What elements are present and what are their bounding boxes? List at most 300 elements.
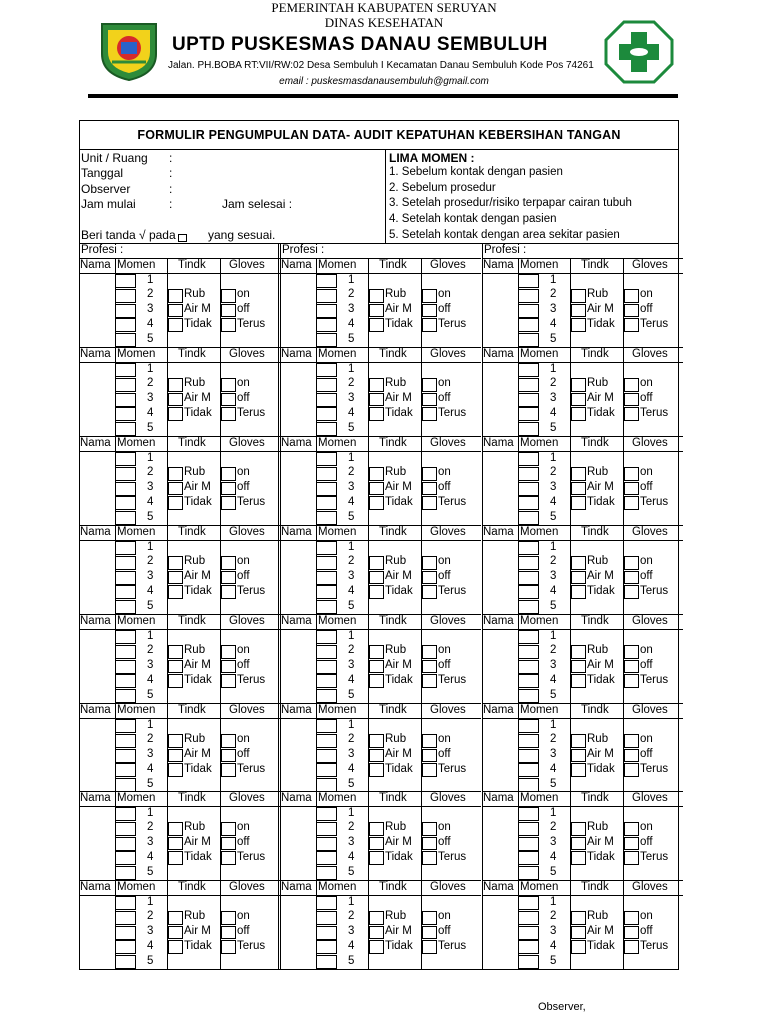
momen-checkbox[interactable]: [316, 630, 337, 644]
gloves-checkbox[interactable]: [624, 940, 639, 954]
gloves-checkbox[interactable]: [422, 749, 437, 763]
gloves-option: off: [640, 925, 653, 938]
tindakan-checkbox[interactable]: [571, 393, 586, 407]
tindakan-checkbox[interactable]: [168, 851, 183, 865]
tindakan-option: Rub: [385, 288, 407, 301]
tindakan-checkbox[interactable]: [369, 763, 384, 777]
gloves-checkbox[interactable]: [221, 304, 236, 318]
tindakan-checkbox[interactable]: [369, 585, 384, 599]
tindakan-checkbox[interactable]: [571, 749, 586, 763]
gloves-checkbox[interactable]: [624, 645, 639, 659]
momen-checkbox[interactable]: [115, 719, 136, 733]
momen-checkbox[interactable]: [115, 304, 136, 318]
momen-checkbox[interactable]: [518, 851, 539, 865]
momen-checkbox[interactable]: [115, 645, 136, 659]
momen-checkbox[interactable]: [518, 719, 539, 733]
tindakan-checkbox[interactable]: [369, 467, 384, 481]
momen-checkbox[interactable]: [115, 378, 136, 392]
momen-checkbox[interactable]: [316, 274, 337, 288]
tindakan-checkbox[interactable]: [369, 378, 384, 392]
gloves-checkbox[interactable]: [422, 407, 437, 421]
momen-checkbox[interactable]: [115, 822, 136, 836]
momen-checkbox[interactable]: [115, 363, 136, 377]
tindakan-checkbox[interactable]: [571, 378, 586, 392]
gloves-checkbox[interactable]: [422, 318, 437, 332]
momen-checkbox[interactable]: [316, 851, 337, 865]
gloves-option: on: [237, 555, 250, 568]
momen-checkbox[interactable]: [115, 674, 136, 688]
momen-checkbox[interactable]: [115, 837, 136, 851]
gloves-checkbox[interactable]: [422, 851, 437, 865]
gloves-checkbox[interactable]: [422, 911, 437, 925]
momen-number: 2: [147, 910, 154, 923]
tindakan-checkbox[interactable]: [369, 674, 384, 688]
tindakan-checkbox[interactable]: [168, 837, 183, 851]
momen-checkbox[interactable]: [518, 866, 539, 880]
tindakan-checkbox[interactable]: [571, 926, 586, 940]
momen-checkbox[interactable]: [316, 807, 337, 821]
momen-checkbox[interactable]: [115, 422, 136, 436]
gloves-checkbox[interactable]: [221, 318, 236, 332]
momen-checkbox[interactable]: [316, 763, 337, 777]
tindakan-checkbox[interactable]: [571, 822, 586, 836]
tindakan-checkbox[interactable]: [168, 496, 183, 510]
momen-checkbox[interactable]: [115, 511, 136, 525]
momen-checkbox[interactable]: [115, 496, 136, 510]
momen-number: 1: [147, 629, 154, 642]
momen-checkbox[interactable]: [316, 749, 337, 763]
momen-checkbox[interactable]: [518, 689, 539, 703]
gloves-option: Terus: [438, 762, 467, 775]
gloves-checkbox[interactable]: [221, 763, 236, 777]
momen-checkbox[interactable]: [518, 393, 539, 407]
momen-number: 2: [147, 466, 154, 479]
tindakan-checkbox[interactable]: [168, 467, 183, 481]
momen-checkbox[interactable]: [115, 911, 136, 925]
momen-checkbox[interactable]: [316, 866, 337, 880]
observer-label: Observer: [81, 182, 131, 196]
tindakan-checkbox[interactable]: [369, 496, 384, 510]
gloves-checkbox[interactable]: [624, 467, 639, 481]
gloves-checkbox[interactable]: [422, 822, 437, 836]
gloves-checkbox[interactable]: [624, 304, 639, 318]
momen-checkbox[interactable]: [316, 363, 337, 377]
momen-checkbox[interactable]: [316, 955, 337, 969]
gloves-option: Terus: [640, 673, 669, 686]
tindakan-checkbox[interactable]: [168, 674, 183, 688]
gloves-option: Terus: [640, 495, 669, 508]
momen-checkbox[interactable]: [316, 571, 337, 585]
gloves-checkbox[interactable]: [624, 571, 639, 585]
column-header-tindk: Tindk: [178, 437, 206, 449]
momen-checkbox[interactable]: [115, 689, 136, 703]
tindakan-checkbox[interactable]: [369, 393, 384, 407]
tindakan-checkbox[interactable]: [571, 556, 586, 570]
momen-checkbox[interactable]: [115, 734, 136, 748]
momen-checkbox[interactable]: [518, 541, 539, 555]
momen-checkbox[interactable]: [518, 896, 539, 910]
momen-checkbox[interactable]: [316, 660, 337, 674]
tindakan-checkbox[interactable]: [571, 674, 586, 688]
momen-checkbox[interactable]: [115, 482, 136, 496]
momen-checkbox[interactable]: [316, 600, 337, 614]
gloves-checkbox[interactable]: [221, 393, 236, 407]
gloves-checkbox[interactable]: [221, 496, 236, 510]
momen-checkbox[interactable]: [518, 511, 539, 525]
gloves-checkbox[interactable]: [422, 556, 437, 570]
tindakan-checkbox[interactable]: [571, 571, 586, 585]
momen-checkbox[interactable]: [316, 585, 337, 599]
momen-checkbox[interactable]: [115, 866, 136, 880]
momen-checkbox[interactable]: [316, 689, 337, 703]
momen-checkbox[interactable]: [518, 734, 539, 748]
gloves-checkbox[interactable]: [422, 645, 437, 659]
tindakan-checkbox[interactable]: [168, 556, 183, 570]
tindakan-checkbox[interactable]: [168, 585, 183, 599]
tindakan-checkbox[interactable]: [571, 318, 586, 332]
momen-checkbox[interactable]: [518, 837, 539, 851]
momen-number: 1: [348, 362, 355, 375]
momen-checkbox[interactable]: [518, 452, 539, 466]
momen-checkbox[interactable]: [316, 289, 337, 303]
momen-number: 2: [147, 821, 154, 834]
momen-number: 3: [147, 659, 154, 672]
gloves-checkbox[interactable]: [624, 318, 639, 332]
momen-checkbox[interactable]: [518, 911, 539, 925]
momen-checkbox[interactable]: [316, 911, 337, 925]
gloves-checkbox[interactable]: [221, 911, 236, 925]
tindakan-checkbox[interactable]: [571, 496, 586, 510]
tindakan-checkbox[interactable]: [168, 911, 183, 925]
tindakan-checkbox[interactable]: [168, 734, 183, 748]
momen-checkbox[interactable]: [316, 541, 337, 555]
gloves-checkbox[interactable]: [624, 674, 639, 688]
momen-checkbox[interactable]: [518, 955, 539, 969]
momen-checkbox[interactable]: [115, 926, 136, 940]
tindakan-checkbox[interactable]: [571, 911, 586, 925]
momen-checkbox[interactable]: [518, 422, 539, 436]
tindakan-checkbox[interactable]: [168, 660, 183, 674]
gloves-option: Terus: [438, 406, 467, 419]
gloves-checkbox[interactable]: [221, 571, 236, 585]
tindakan-option: Tidak: [587, 850, 615, 863]
gloves-checkbox[interactable]: [221, 749, 236, 763]
momen-checkbox[interactable]: [518, 660, 539, 674]
tindakan-checkbox[interactable]: [369, 734, 384, 748]
momen-checkbox[interactable]: [115, 393, 136, 407]
gloves-checkbox[interactable]: [624, 660, 639, 674]
gloves-checkbox[interactable]: [624, 837, 639, 851]
momen-checkbox[interactable]: [115, 541, 136, 555]
tindakan-checkbox[interactable]: [168, 645, 183, 659]
tindakan-checkbox[interactable]: [168, 940, 183, 954]
momen-checkbox[interactable]: [518, 645, 539, 659]
gloves-checkbox[interactable]: [221, 660, 236, 674]
tindakan-checkbox[interactable]: [571, 940, 586, 954]
momen-checkbox[interactable]: [316, 422, 337, 436]
tindakan-checkbox[interactable]: [168, 407, 183, 421]
momen-checkbox[interactable]: [518, 556, 539, 570]
momen-checkbox[interactable]: [115, 749, 136, 763]
momen-checkbox[interactable]: [316, 734, 337, 748]
momen-checkbox[interactable]: [518, 807, 539, 821]
momen-checkbox[interactable]: [316, 837, 337, 851]
gloves-checkbox[interactable]: [624, 556, 639, 570]
gloves-checkbox[interactable]: [624, 585, 639, 599]
profesi-label: Profesi :: [484, 244, 527, 256]
tindakan-option: Rub: [587, 910, 609, 923]
gloves-checkbox[interactable]: [422, 289, 437, 303]
tindakan-option: Air M: [184, 748, 211, 761]
momen-checkbox[interactable]: [115, 763, 136, 777]
momen-checkbox[interactable]: [316, 719, 337, 733]
tindakan-checkbox[interactable]: [571, 304, 586, 318]
tindakan-checkbox[interactable]: [369, 940, 384, 954]
gloves-checkbox[interactable]: [422, 304, 437, 318]
tindakan-checkbox[interactable]: [571, 763, 586, 777]
tindakan-checkbox[interactable]: [369, 571, 384, 585]
tindakan-checkbox[interactable]: [571, 407, 586, 421]
tindakan-checkbox[interactable]: [369, 837, 384, 851]
gloves-checkbox[interactable]: [624, 822, 639, 836]
momen-checkbox[interactable]: [518, 304, 539, 318]
momen-checkbox[interactable]: [518, 926, 539, 940]
gloves-checkbox[interactable]: [221, 378, 236, 392]
momen-checkbox[interactable]: [518, 289, 539, 303]
tindakan-option: Rub: [184, 910, 206, 923]
gloves-option: off: [237, 836, 250, 849]
gloves-checkbox[interactable]: [422, 660, 437, 674]
tindakan-checkbox[interactable]: [369, 911, 384, 925]
gloves-checkbox[interactable]: [624, 734, 639, 748]
letterhead-department: DINAS KESEHATAN: [324, 15, 444, 30]
momen-checkbox[interactable]: [518, 763, 539, 777]
momen-checkbox[interactable]: [115, 955, 136, 969]
momen-checkbox[interactable]: [115, 600, 136, 614]
tindakan-checkbox[interactable]: [369, 926, 384, 940]
tindakan-option: Air M: [587, 303, 614, 316]
momen-checkbox[interactable]: [518, 496, 539, 510]
tindakan-checkbox[interactable]: [168, 763, 183, 777]
gloves-checkbox[interactable]: [422, 482, 437, 496]
tindakan-checkbox[interactable]: [369, 318, 384, 332]
gloves-checkbox[interactable]: [422, 585, 437, 599]
momen-checkbox[interactable]: [316, 318, 337, 332]
gloves-checkbox[interactable]: [422, 467, 437, 481]
momen-checkbox[interactable]: [115, 556, 136, 570]
gloves-checkbox[interactable]: [221, 467, 236, 481]
momen-checkbox[interactable]: [316, 304, 337, 318]
tindakan-checkbox[interactable]: [168, 318, 183, 332]
tindakan-checkbox[interactable]: [571, 289, 586, 303]
momen-number: 4: [550, 939, 557, 952]
momen-checkbox[interactable]: [518, 585, 539, 599]
tindakan-checkbox[interactable]: [168, 378, 183, 392]
momen-number: 3: [550, 570, 557, 583]
gloves-checkbox[interactable]: [422, 734, 437, 748]
gloves-checkbox[interactable]: [221, 674, 236, 688]
tindakan-checkbox[interactable]: [369, 482, 384, 496]
gloves-checkbox[interactable]: [624, 378, 639, 392]
tindakan-checkbox[interactable]: [571, 660, 586, 674]
gloves-checkbox[interactable]: [624, 851, 639, 865]
momen-checkbox[interactable]: [316, 940, 337, 954]
gloves-checkbox[interactable]: [221, 556, 236, 570]
momen-checkbox[interactable]: [518, 407, 539, 421]
tindakan-checkbox[interactable]: [369, 660, 384, 674]
momen-checkbox[interactable]: [518, 630, 539, 644]
momen-checkbox[interactable]: [115, 318, 136, 332]
momen-checkbox[interactable]: [316, 674, 337, 688]
momen-number: 4: [348, 406, 355, 419]
tindakan-checkbox[interactable]: [168, 304, 183, 318]
momen-checkbox[interactable]: [518, 482, 539, 496]
tindakan-checkbox[interactable]: [369, 289, 384, 303]
momen-number: 5: [147, 599, 154, 612]
gloves-checkbox[interactable]: [221, 734, 236, 748]
momen-checkbox[interactable]: [115, 467, 136, 481]
momen-checkbox[interactable]: [316, 896, 337, 910]
momen-checkbox[interactable]: [316, 496, 337, 510]
momen-number: 4: [348, 584, 355, 597]
tindakan-checkbox[interactable]: [369, 304, 384, 318]
momen-checkbox[interactable]: [316, 556, 337, 570]
tindakan-checkbox[interactable]: [571, 734, 586, 748]
tindakan-checkbox[interactable]: [571, 482, 586, 496]
gloves-checkbox[interactable]: [422, 496, 437, 510]
gloves-checkbox[interactable]: [422, 763, 437, 777]
tindakan-checkbox[interactable]: [571, 837, 586, 851]
momen-checkbox[interactable]: [518, 940, 539, 954]
tindakan-checkbox[interactable]: [168, 571, 183, 585]
tindakan-option: Tidak: [184, 939, 212, 952]
column-header-tindk: Tindk: [581, 792, 609, 804]
tindakan-checkbox[interactable]: [571, 851, 586, 865]
momen-checkbox[interactable]: [115, 807, 136, 821]
gloves-checkbox[interactable]: [624, 289, 639, 303]
tindakan-option: Tidak: [587, 673, 615, 686]
momen-checkbox[interactable]: [316, 482, 337, 496]
momen-checkbox[interactable]: [316, 407, 337, 421]
momen-checkbox[interactable]: [316, 333, 337, 347]
momen-checkbox[interactable]: [518, 363, 539, 377]
gloves-checkbox[interactable]: [624, 926, 639, 940]
column-header-momen: Momen: [520, 259, 559, 271]
gloves-checkbox[interactable]: [221, 482, 236, 496]
tindakan-checkbox[interactable]: [168, 749, 183, 763]
momen-checkbox[interactable]: [316, 452, 337, 466]
momen-number: 3: [550, 303, 557, 316]
gloves-checkbox[interactable]: [221, 407, 236, 421]
momen-number: 1: [147, 806, 154, 819]
momen-checkbox[interactable]: [518, 600, 539, 614]
momen-checkbox[interactable]: [115, 851, 136, 865]
gloves-checkbox[interactable]: [221, 645, 236, 659]
momen-checkbox[interactable]: [316, 822, 337, 836]
momen-checkbox[interactable]: [518, 467, 539, 481]
momen-checkbox[interactable]: [115, 289, 136, 303]
column-header-momen: Momen: [117, 437, 156, 449]
gloves-checkbox[interactable]: [624, 393, 639, 407]
momen-checkbox[interactable]: [115, 452, 136, 466]
tindakan-checkbox[interactable]: [571, 467, 586, 481]
gloves-checkbox[interactable]: [422, 571, 437, 585]
tindakan-checkbox[interactable]: [369, 822, 384, 836]
momen-checkbox[interactable]: [115, 407, 136, 421]
gloves-checkbox[interactable]: [221, 837, 236, 851]
tindakan-checkbox[interactable]: [571, 585, 586, 599]
tindakan-checkbox[interactable]: [369, 851, 384, 865]
gloves-checkbox[interactable]: [221, 289, 236, 303]
gloves-checkbox[interactable]: [624, 496, 639, 510]
gloves-checkbox[interactable]: [221, 822, 236, 836]
momen-checkbox[interactable]: [518, 822, 539, 836]
momen-checkbox[interactable]: [518, 674, 539, 688]
momen-checkbox[interactable]: [316, 393, 337, 407]
momen-checkbox[interactable]: [518, 378, 539, 392]
momen-checkbox[interactable]: [115, 940, 136, 954]
momen-checkbox[interactable]: [115, 571, 136, 585]
momen-checkbox[interactable]: [316, 378, 337, 392]
gloves-checkbox[interactable]: [422, 837, 437, 851]
gloves-checkbox[interactable]: [221, 926, 236, 940]
momen-checkbox[interactable]: [316, 511, 337, 525]
gloves-option: Terus: [640, 406, 669, 419]
gloves-checkbox[interactable]: [624, 407, 639, 421]
gloves-checkbox[interactable]: [221, 940, 236, 954]
tindakan-option: Air M: [184, 925, 211, 938]
tindakan-checkbox[interactable]: [168, 822, 183, 836]
gloves-checkbox[interactable]: [422, 926, 437, 940]
momen-checkbox[interactable]: [518, 318, 539, 332]
gloves-checkbox[interactable]: [422, 378, 437, 392]
tindakan-checkbox[interactable]: [369, 556, 384, 570]
tindakan-checkbox[interactable]: [369, 407, 384, 421]
momen-checkbox[interactable]: [115, 630, 136, 644]
momen-checkbox[interactable]: [316, 467, 337, 481]
gloves-checkbox[interactable]: [422, 940, 437, 954]
tindakan-checkbox[interactable]: [571, 645, 586, 659]
momen-checkbox[interactable]: [115, 660, 136, 674]
tindakan-checkbox[interactable]: [168, 393, 183, 407]
tindakan-checkbox[interactable]: [168, 482, 183, 496]
gloves-checkbox[interactable]: [422, 674, 437, 688]
momen-checkbox[interactable]: [115, 274, 136, 288]
tindakan-checkbox[interactable]: [168, 289, 183, 303]
momen-checkbox[interactable]: [316, 926, 337, 940]
gloves-checkbox[interactable]: [221, 851, 236, 865]
section-divider: [278, 243, 279, 970]
momen-checkbox[interactable]: [518, 571, 539, 585]
gloves-checkbox[interactable]: [221, 585, 236, 599]
momen-checkbox[interactable]: [518, 274, 539, 288]
momen-checkbox[interactable]: [115, 333, 136, 347]
gloves-checkbox[interactable]: [624, 911, 639, 925]
momen-checkbox[interactable]: [518, 749, 539, 763]
momen-checkbox[interactable]: [115, 585, 136, 599]
tindakan-checkbox[interactable]: [168, 926, 183, 940]
tindakan-checkbox[interactable]: [369, 645, 384, 659]
gloves-option: on: [640, 288, 653, 301]
momen-checkbox[interactable]: [316, 645, 337, 659]
gloves-checkbox[interactable]: [624, 749, 639, 763]
gloves-checkbox[interactable]: [624, 763, 639, 777]
gloves-checkbox[interactable]: [624, 482, 639, 496]
momen-checkbox[interactable]: [115, 896, 136, 910]
gloves-checkbox[interactable]: [422, 393, 437, 407]
tindakan-checkbox[interactable]: [369, 749, 384, 763]
momen-checkbox[interactable]: [518, 333, 539, 347]
